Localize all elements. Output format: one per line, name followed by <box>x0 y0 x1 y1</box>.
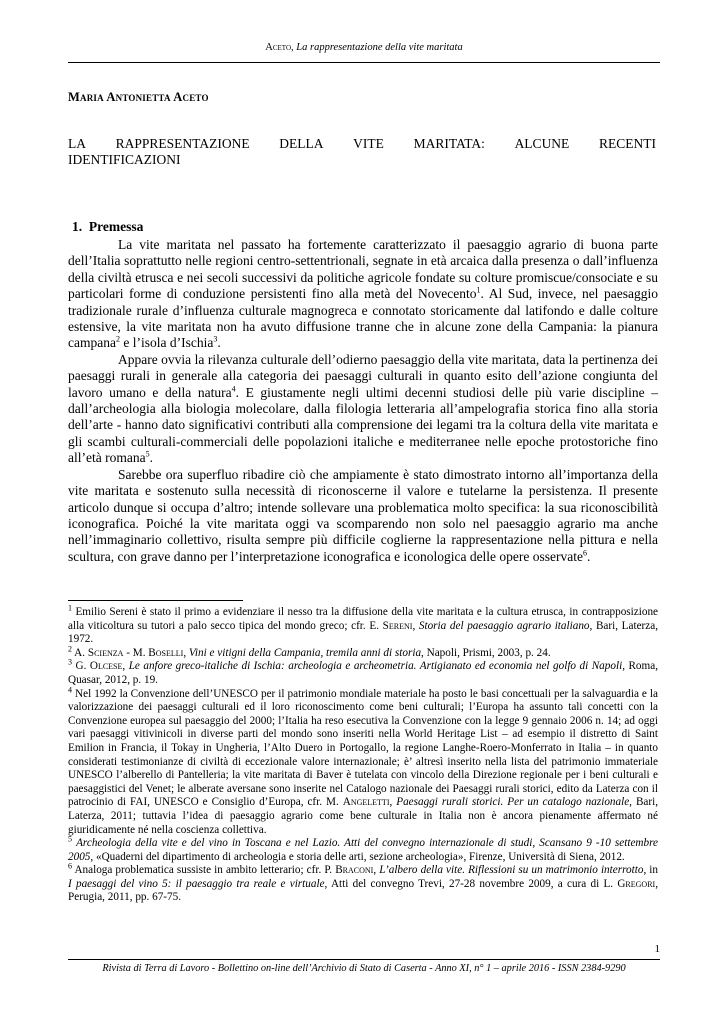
text-run: e l’isola d’Ischia <box>119 335 214 351</box>
author-surname: Braconi <box>335 864 374 877</box>
title-word: RAPPRESENTAZIONE <box>115 136 250 151</box>
italic-text: Paesaggi rurali storici. Per un catalogo nazionale, <box>396 796 632 809</box>
body-paragraph <box>68 237 658 352</box>
title-word: RECENTI <box>598 136 656 151</box>
title-word: MARITATA: <box>413 136 485 151</box>
text-run: . E giustamente negli ultimi decenni studiosi delle più varie discipline – dall’archeologia alla biologia molecolare, dalla filologia letteraria all’ampelografia storica fino alla storia dell’arte - hanno dato significativi contributi alla comprensione dei legami tra la coltura della vite maritata e gli scambi culturali-commerciali delle popolazioni italiche e mediterranee nelle epoche protostoriche fino all’età romana <box>68 384 658 466</box>
article-title <box>68 136 656 168</box>
title-word: DELLA <box>279 136 324 151</box>
footnote <box>68 644 658 661</box>
body-text <box>68 237 658 565</box>
running-head-author: Aceto <box>265 42 292 53</box>
footnote-marker: 4 <box>68 684 72 694</box>
footnote-marker: 3 <box>68 657 72 667</box>
text-run: Nel 1992 la Convenzione dell’UNESCO per il patrimonio mondiale materiale ha posto le basi concettuali per la salvaguardia e la valorizzazione dei paesaggi culturali ed il loro riconoscimento come beni culturali; l’Europa ha assunto tali concetti con la Convenzione europea sul paesaggio del 2000; l’Italia ha reso esecutiva la Convenzione con la legge 9 gennaio 2006 n. 14; ad oggi vari paesaggi vitivinicoli in diverse parti del mondo sono inseriti nella World Heritage List – ad esempio il distretto di Saint Emilion in Francia, il Tokay in Ungheria, l’Alto Duero in Portogallo, la regione Langhe-Roero-Monferrato in Italia – in quanto considerati testimonianze di civiltà di eccezionale valore internazionale; è’ altresì inserito nella lista del patrimonio immateriale UNESCO l’alberello di Pantelleria; la vite maritata di Baver è tutelata con vincolo della Direzione regionale per i beni culturali e paesaggistici del Venet; le alberate aversane sono inserite nel Catalogo nazionale dei Paesaggi rurali storici, edito da Laterza con il patrocinio di FAI, UNESCO e Consiglio d’Europa, cfr. M. <box>68 687 658 809</box>
footnote <box>68 834 658 864</box>
text-run: . Al Sud, invece, nel paesaggio tradizionale rurale d’influenza culturale magnogreca e connotato storicamente dal latifondo e dalle colture estensive, la vite maritata non ha avuto diffusione tranne che in alcune zone della Campania: la pianura campana <box>68 286 658 351</box>
author-surname: Gregori <box>617 877 656 890</box>
author-surname: Scienza <box>87 646 124 659</box>
author-surname: Boselli <box>148 646 184 659</box>
text-run: , Atti del convegno Trevi, 27-28 novembre 2009, a cura di L. <box>324 877 618 890</box>
text-run: , <box>389 796 397 809</box>
text-run: , Bari, Laterza, 1972. <box>68 619 659 646</box>
footnote-marker: 1 <box>68 603 72 613</box>
author-surname: Sereni <box>382 619 413 632</box>
footnote-marker: 2 <box>115 334 120 344</box>
section-number: 1. <box>72 219 83 234</box>
author-surname: Angeletti <box>342 796 390 809</box>
italic-text: Vini e vitigni della Campania, tremila anni di storia <box>188 646 422 659</box>
text-run: , «Quaderni del dipartimento di archeologia e storia delle arti, sezione archeologia», Firenze, Università di Siena, 2012. <box>90 850 625 863</box>
section-title: Premessa <box>88 219 144 234</box>
body-paragraph <box>68 352 658 467</box>
footnote <box>68 861 659 905</box>
text-run: Emilio Sereni è stato il primo a evidenziare il nesso tra la diffusione della vite maritata e la cultura etrusca, in contrapposizione alla viticoltura su tutori a palo secco tipica del mondo greco; cfr. E. <box>68 606 658 632</box>
running-head-title: , La rappresentazione della vite maritata <box>291 42 463 53</box>
body-paragraph <box>68 467 658 565</box>
text-run: , Napoli, Prismi, 2003, p. 24. <box>421 646 551 659</box>
text-run: . <box>217 335 221 351</box>
author-name: Maria Antonietta Aceto <box>68 90 209 104</box>
footnote <box>68 657 658 687</box>
italic-text: Archeologia della vite e del vino in Toscana e nel Lazio. Atti del convegno internazionale di studi, Scansano 9 -10 settembre 2005 <box>68 837 658 863</box>
italic-text: L’albero della vite. Riflessioni su un matrimonio interrotto <box>379 864 644 877</box>
text-run: , Roma, Quasar, 2012, p. 19. <box>68 660 658 686</box>
text-run: , Perugia, 2011, pp. 67-75. <box>68 877 658 904</box>
text-run: , in <box>643 864 659 877</box>
text-run: Appare ovvia la rilevanza culturale dell’odierno paesaggio della vite maritata, data la pertinenza dei paesaggi rurali in generale alla categoria dei paesaggi culturali in quanto esito dell’azione congiunta del lavoro umano e della natura <box>68 351 658 400</box>
title-word: VITE <box>353 136 384 151</box>
footnote-marker: 3 <box>213 334 218 344</box>
footnote-marker: 2 <box>68 644 72 654</box>
footnote-rule <box>68 600 243 601</box>
text-run: , <box>122 660 129 673</box>
text-run: - M. <box>123 646 149 659</box>
journal-footer: Rivista di Terra di Lavoro - Bollettino on-line dell’Archivio di Stato di Caserta - Anno XI, n° 1 – aprile 2016 - ISSN 2384-9290 <box>102 963 626 974</box>
footnote <box>68 684 659 838</box>
title-word: LA <box>68 136 86 151</box>
text-run: A. <box>72 646 88 659</box>
text-run: Bari, Laterza, 2011; tuttavia l’idea di paesaggio agrario come bene culturale in Italia non è ancora pienamente affermato né giuridicamente né nella coscienza collettiva. <box>68 796 659 836</box>
text-run: . <box>149 450 153 466</box>
running-head <box>68 42 660 53</box>
text-run: G. <box>72 660 90 673</box>
text-run: , <box>183 646 189 659</box>
title-word: ALCUNE <box>514 136 570 151</box>
footnote-marker: 5 <box>68 834 72 844</box>
text-run: , <box>373 864 380 877</box>
page-number: 1 <box>654 943 660 955</box>
footnote-marker: 6 <box>583 548 588 558</box>
header-rule <box>68 62 660 63</box>
italic-text: Storia del paesaggio agrario italiano <box>418 619 590 632</box>
text-run: . <box>587 548 591 564</box>
text-run: Analoga problematica sussiste in ambito letterario; cfr. P. <box>72 864 336 877</box>
footnote-marker: 1 <box>476 285 481 295</box>
footer-rule <box>68 959 660 960</box>
text-run: , <box>412 619 419 632</box>
italic-text: I paesaggi del vino 5: il paesaggio tra reale e virtuale <box>68 877 325 890</box>
footnote-marker: 6 <box>68 861 72 871</box>
section-heading <box>72 219 143 235</box>
title-line-2: IDENTIFICAZIONI <box>68 152 181 167</box>
text-run: Sarebbe ora superfluo ribadire ciò che ampiamente è stato dimostrato intorno all’importanza della vite maritata e sostenuto sulla necessità di riconoscerne il valore e tutelarne la persistenza. Il presente articolo dunque si occupa d’altro; intende sollevare una problematica molto specifica: la sua riconoscibilità iconografica. Poiché la vite maritata oggi va scomparendo non solo nel paesaggio agrario ma anche nell’immaginario collettivo, risulta sempre più difficile coglierne la rappresentazione nella pittura e nella scultura, con grave danno per l’interpretazione iconografica e iconologica delle opere osservate <box>68 466 658 564</box>
author-surname: Olcese <box>89 660 123 673</box>
footnotes <box>68 603 659 905</box>
footnote <box>68 603 659 647</box>
italic-text: Le anfore greco-italiche di Ischia: archeologia e archeometria. Artigianato ed economia nel golfo di Napoli <box>128 660 623 673</box>
footnote-marker: 4 <box>231 384 236 394</box>
title-line-1 <box>68 136 656 152</box>
text-run: La vite maritata nel passato ha fortemente caratterizzato il paesaggio agrario di buona parte dell’Italia soprattutto nelle regioni centro-settentrionali, segnate in età arcaica dalla presenza o dall’influenza della civiltà etrusca e nei secoli successivi da politiche agricole fondate su colture promiscue/consociate e su particolari forme di conduzione persistenti fino alla metà del Novecento <box>68 237 658 302</box>
footnote-marker: 5 <box>145 449 150 459</box>
